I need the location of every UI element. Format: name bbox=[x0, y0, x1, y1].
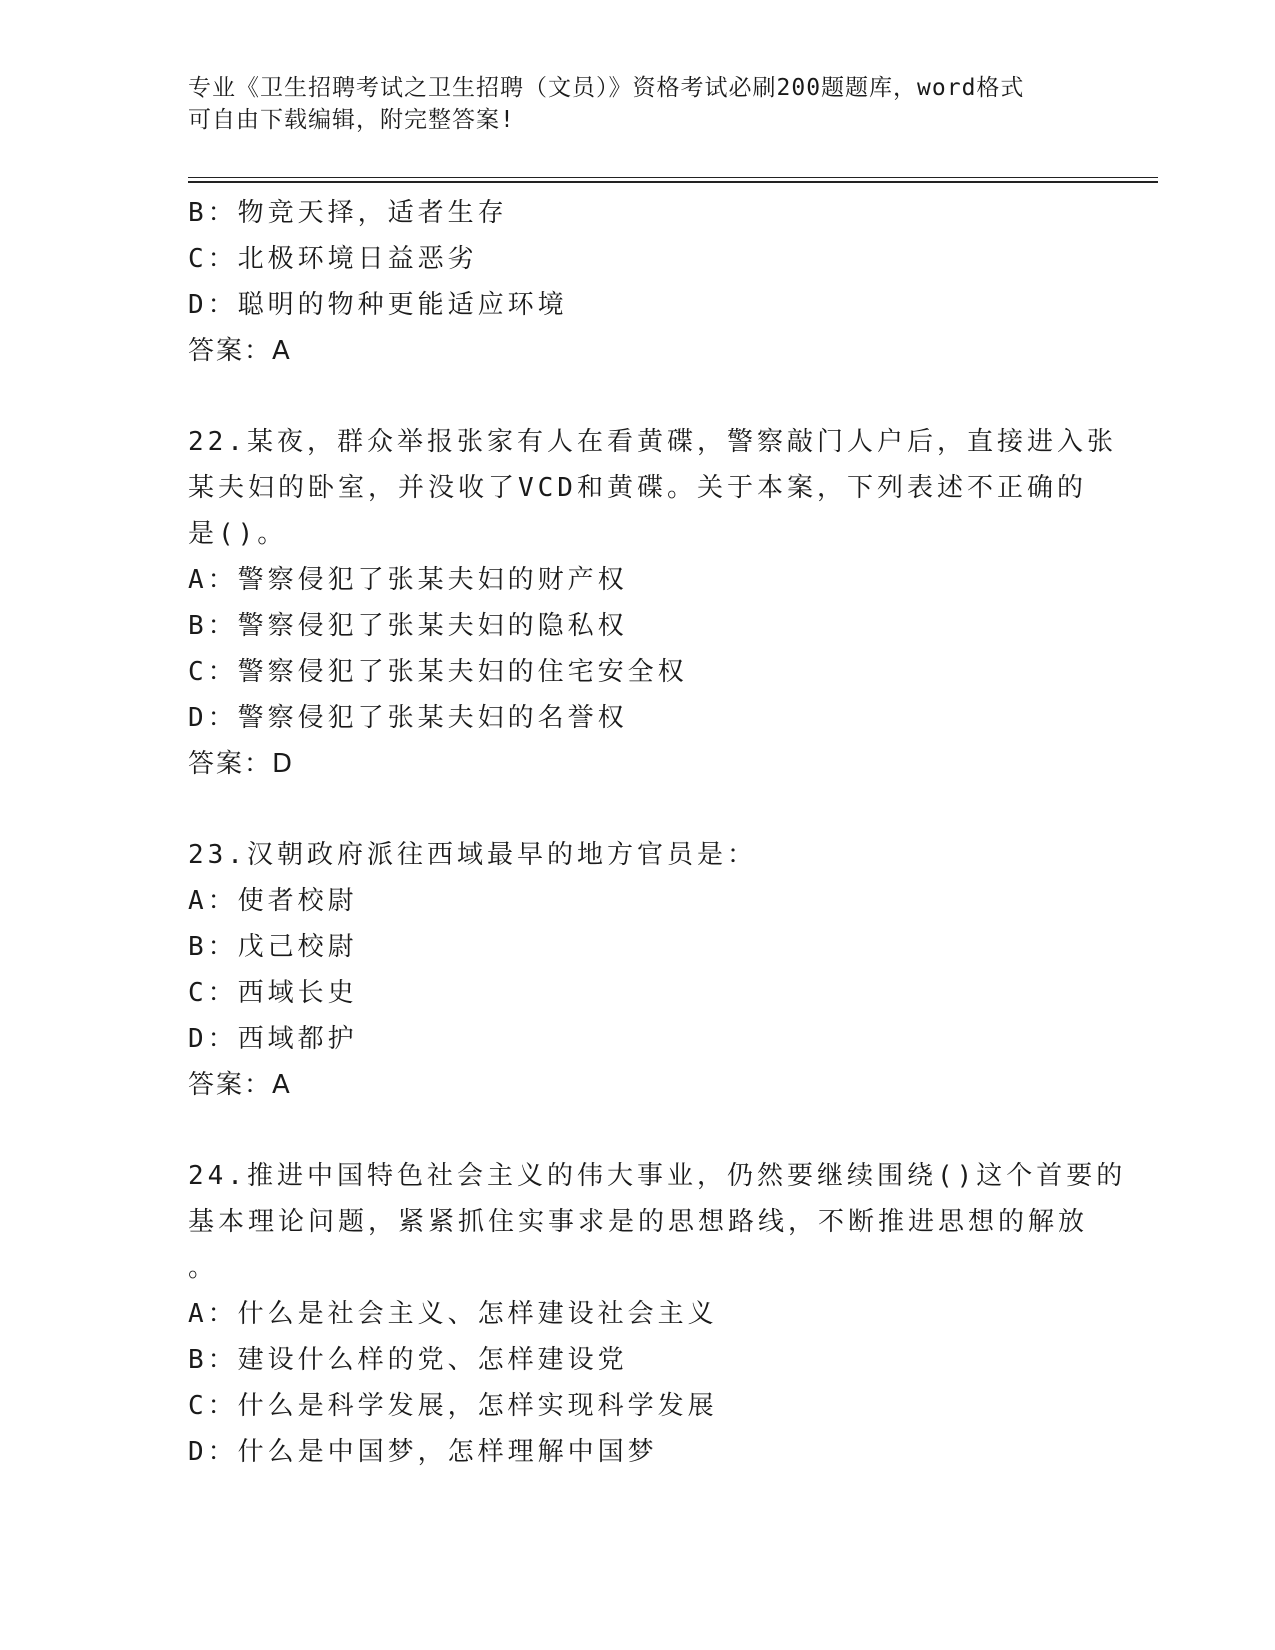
answer-line: 答案：D bbox=[188, 749, 295, 779]
option-a: A：什么是社会主义、怎样建设社会主义 bbox=[188, 1299, 718, 1329]
answer-line: 答案：A bbox=[188, 1070, 292, 1100]
question-stem-line: 是()。 bbox=[188, 519, 288, 549]
question-stem-line: 某夫妇的卧室，并没收了VCD和黄碟。关于本案，下列表述不正确的 bbox=[188, 473, 1087, 503]
question-stem-line: 23.汉朝政府派往西域最早的地方官员是： bbox=[188, 840, 757, 870]
question-list bbox=[188, 190, 1127, 1475]
header-line-1: 专业《卫生招聘考试之卫生招聘（文员）》资格考试必刷200题题库，word格式 bbox=[188, 75, 1025, 101]
option-b: B：建设什么样的党、怎样建设党 bbox=[188, 1345, 628, 1375]
option-c: C：警察侵犯了张某夫妇的住宅安全权 bbox=[188, 657, 688, 687]
option-d: D：警察侵犯了张某夫妇的名誉权 bbox=[188, 703, 628, 733]
question-21-continued bbox=[188, 190, 1088, 374]
header-divider-thin bbox=[188, 177, 1158, 178]
question-stem-line: 24.推进中国特色社会主义的伟大事业，仍然要继续围绕()这个首要的 bbox=[188, 1161, 1127, 1191]
option-c: C：西域长史 bbox=[188, 978, 358, 1008]
option-d: D：聪明的物种更能适应环境 bbox=[188, 290, 568, 320]
question-24 bbox=[188, 1153, 1127, 1475]
question-stem-line: 基本理论问题，紧紧抓住实事求是的思想路线，不断推进思想的解放 bbox=[188, 1207, 1089, 1237]
option-a: A：使者校尉 bbox=[188, 886, 358, 916]
document-header bbox=[188, 72, 1068, 136]
option-c: C：北极环境日益恶劣 bbox=[188, 244, 478, 274]
header-line-2: 可自由下载编辑，附完整答案! bbox=[188, 107, 515, 133]
question-stem-line: 22.某夜，群众举报张家有人在看黄碟，警察敲门人户后，直接进入张 bbox=[188, 427, 1117, 457]
option-b: B：物竞天择，适者生存 bbox=[188, 198, 508, 228]
option-b: B：警察侵犯了张某夫妇的隐私权 bbox=[188, 611, 628, 641]
header-divider-thick bbox=[188, 181, 1158, 183]
option-d: D：什么是中国梦，怎样理解中国梦 bbox=[188, 1437, 658, 1467]
option-c: C：什么是科学发展，怎样实现科学发展 bbox=[188, 1391, 718, 1421]
option-a: A：警察侵犯了张某夫妇的财产权 bbox=[188, 565, 628, 595]
question-23 bbox=[188, 832, 1088, 1108]
question-stem-line: 。 bbox=[188, 1253, 219, 1283]
option-d: D：西域都护 bbox=[188, 1024, 358, 1054]
question-22 bbox=[188, 419, 1117, 787]
option-b: B：戊己校尉 bbox=[188, 932, 358, 962]
answer-line: 答案：A bbox=[188, 336, 292, 366]
